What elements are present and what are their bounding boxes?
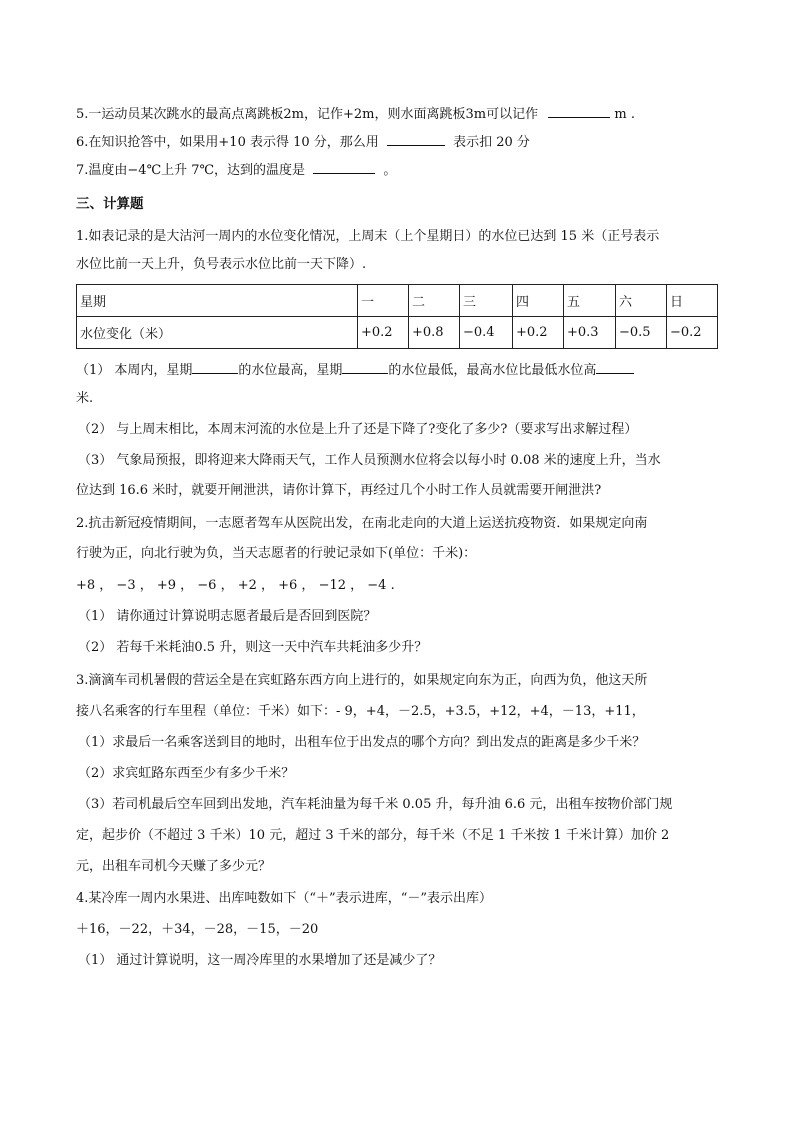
table-day-cell: 日	[667, 285, 718, 317]
q3-part-1: （1）求最后一名乘客送到目的地时，出租车位于出发点的哪个方向？到出发点的距离是多少千米？	[78, 735, 646, 750]
table-day-cell: 四	[513, 285, 564, 317]
q1-part-1: （1） 本周内，星期 的水位最高，星期 的水位最低，最高水位比最低水位高	[76, 360, 634, 380]
table-day-cell: 一	[358, 285, 409, 317]
q2-stem-line-1: 2.抗击新冠疫情期间，一志愿者驾车从医院出发，在南北走向的大道上运送抗疫物资．如果规定向南	[76, 516, 648, 531]
q3-stem-line-1: 3.滴滴车司机暑假的营运全是在宾虹路东西方向上进行的，如果规定向东为正，向西为负，他这天所	[76, 673, 648, 688]
answer-blank[interactable]	[192, 360, 238, 374]
q4-data: ＋16，－22，＋34，－28，－15，－20	[76, 922, 319, 937]
table-value-cell: +0.3	[564, 317, 616, 349]
answer-blank[interactable]	[387, 132, 445, 146]
q1-stem-line-1: 1.如表记录的是大沽河一周内的水位变化情况，上周末（上个星期日）的水位已达到 15 米（正号表示	[76, 229, 660, 244]
table-day-cell: 二	[409, 285, 460, 317]
table-value-cell: +0.2	[358, 317, 409, 349]
table-value-cell: +0.8	[409, 317, 460, 349]
table-day-cell: 三	[460, 285, 513, 317]
table-row-label: 水位变化（米）	[77, 317, 358, 349]
table-day-cell: 六	[616, 285, 667, 317]
q4-stem: 4.某冷库一周内水果进、出库吨数如下（“＋”表示进库，“－”表示出库）	[76, 891, 492, 906]
table-header-row	[77, 285, 718, 317]
answer-blank[interactable]	[548, 104, 610, 118]
table-value-cell: +0.2	[513, 317, 564, 349]
q1-stem-line-2: 水位比前一天上升，负号表示水位比前一天下降）.	[76, 257, 367, 272]
q3-part-3-line-2: 定，起步价（不超过 3 千米）10 元，超过 3 千米的部分，每千米（不足 1 千米按 1 千米计算）加价 2	[76, 828, 670, 843]
q1-part-3-line-1: （3） 气象局预报，即将迎来大降雨天气，工作人员预测水位将会以每小时 0.08 米的速度上升，当水	[78, 453, 661, 468]
question-6: 6.在知识抢答中，如果用+10 表示得 10 分，那么用 表示扣 20 分	[76, 132, 530, 152]
table-value-cell: −0.5	[616, 317, 667, 349]
table-value-cell: −0.2	[667, 317, 718, 349]
water-level-table	[76, 284, 718, 349]
q2-data: +8 ， −3 ， +9 ， −6 ， +2 ， +6 ， −12 ， −4 .	[76, 578, 395, 593]
question-7: 7.温度由−4℃上升 7℃，达到的温度是 。	[76, 160, 396, 180]
question-5: 5.一运动员某次跳水的最高点离跳板2m，记作+2m，则水面离跳板3m可以记作 m .	[76, 104, 635, 124]
q2-stem-line-2: 行驶为正，向北行驶为负，当天志愿者的行驶记录如下(单位：千米)：	[76, 546, 477, 561]
answer-blank[interactable]	[313, 160, 375, 174]
table-header-label: 星期	[77, 285, 358, 317]
table-value-row	[77, 317, 718, 349]
q1-part-2: （2） 与上周末相比，本周末河流的水位是上升了还是下降了?变化了多少?（要求写出求解过程）	[78, 422, 638, 437]
answer-blank[interactable]	[342, 360, 388, 374]
section-title: 三、计算题	[76, 196, 144, 212]
q1-part-1-unit: 米.	[76, 391, 94, 406]
table-value-cell: −0.4	[460, 317, 513, 349]
q3-part-3-line-1: （3）若司机最后空车回到出发地，汽车耗油量为每千米 0.05 升，每升油 6.6 元，出租车按物价部门规	[78, 797, 673, 812]
q1-part-3-line-2: 位达到 16.6 米时，就要开闸泄洪，请你计算下，再经过几个小时工作人员就需要开闸泄洪?	[76, 483, 602, 498]
q3-part-2: （2）求宾虹路东西至少有多少千米？	[78, 766, 295, 781]
q4-part-1: （1） 通过计算说明，这一周冷库里的水果增加了还是减少了？	[78, 953, 442, 968]
table-day-cell: 五	[564, 285, 616, 317]
q3-part-3-line-3: 元，出租车司机今天赚了多少元？	[76, 859, 272, 874]
q3-stem-line-2: 接八名乘客的行车里程（单位：千米）如下：- 9，+4，－2.5，+3.5，+12，+4，－13，+11，	[76, 704, 645, 719]
answer-blank[interactable]	[596, 360, 634, 374]
q2-part-2: （2） 若每千米耗油0.5 升，则这一天中汽车共耗油多少升？	[78, 640, 428, 655]
q2-part-1: （1） 请你通过计算说明志愿者最后是否回到医院？	[78, 609, 377, 624]
